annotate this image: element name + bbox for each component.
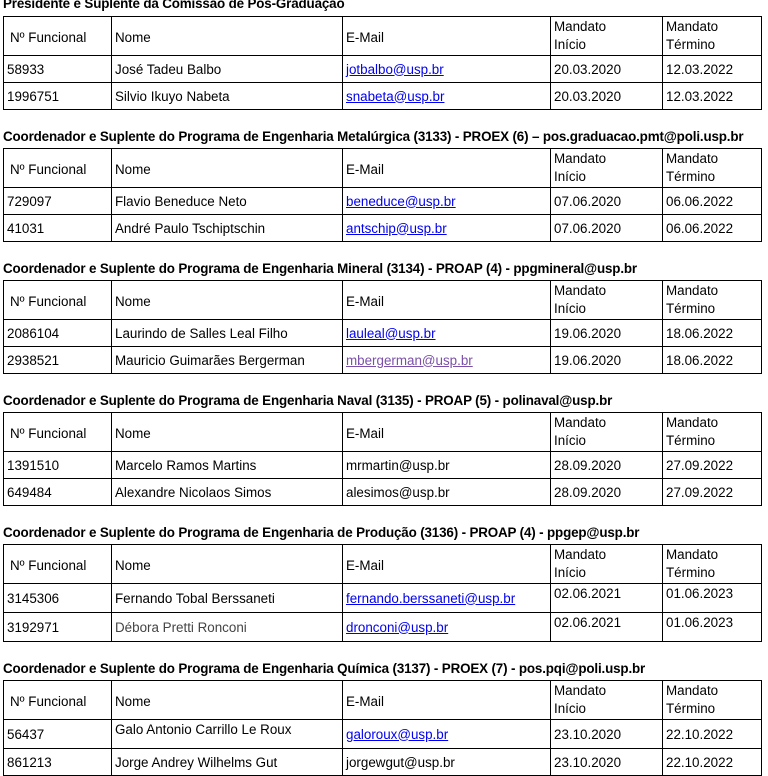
header-start-line2: Início — [554, 565, 587, 580]
cell-start: 23.10.2020 — [551, 720, 663, 749]
header-end-line1: Mandato — [666, 283, 719, 298]
header-end — [663, 17, 762, 56]
cell-start: 02.06.2021 — [551, 584, 663, 613]
header-start — [551, 17, 663, 56]
cell-name: José Tadeu Balbo — [112, 56, 343, 83]
cell-name: Marcelo Ramos Martins — [112, 452, 343, 479]
cell-name: Mauricio Guimarães Bergerman — [112, 347, 343, 374]
header-end-line2: Término — [666, 701, 716, 716]
header-end-line1: Mandato — [666, 19, 719, 34]
table-row — [4, 613, 762, 642]
cell-start: 07.06.2020 — [551, 188, 663, 215]
cell-name: Débora Pretti Ronconi — [112, 613, 343, 642]
cell-end: 27.09.2022 — [663, 479, 762, 506]
table-row — [4, 83, 762, 110]
cell-start: 02.06.2021 — [551, 613, 663, 642]
email-link[interactable]: beneduce@usp.br — [346, 193, 456, 209]
table-row — [4, 479, 762, 506]
header-id: Nº Funcional — [4, 281, 112, 320]
header-end — [663, 281, 762, 320]
header-start-line2: Início — [554, 301, 587, 316]
header-start-line1: Mandato — [554, 283, 607, 298]
cell-id: 3192971 — [4, 613, 112, 642]
cell-email — [343, 320, 551, 347]
header-start-line1: Mandato — [554, 19, 607, 34]
table-row — [4, 56, 762, 83]
cell-email: mrmartin@usp.br — [343, 452, 551, 479]
cell-name: André Paulo Tschiptschin — [112, 215, 343, 242]
cell-email — [343, 215, 551, 242]
header-id: Nº Funcional — [4, 413, 112, 452]
header-id: Nº Funcional — [4, 17, 112, 56]
cell-id: 58933 — [4, 56, 112, 83]
table-header-row — [4, 149, 762, 188]
header-end-line2: Término — [666, 565, 716, 580]
email-link[interactable]: snabeta@usp.br — [346, 88, 445, 104]
section-heading: Coordenador e Suplente do Programa de Engenharia de Produção (3136) - PROAP (4) - ppgep@usp.br — [3, 525, 640, 540]
header-start-line1: Mandato — [554, 151, 607, 166]
cell-name: Flavio Beneduce Neto — [112, 188, 343, 215]
header-start-line1: Mandato — [554, 415, 607, 430]
cell-end: 12.03.2022 — [663, 83, 762, 110]
cell-name: Alexandre Nicolaos Simos — [112, 479, 343, 506]
cell-start: 28.09.2020 — [551, 452, 663, 479]
members-table — [3, 544, 762, 642]
header-start-line2: Início — [554, 169, 587, 184]
members-table — [3, 280, 762, 374]
cell-email: jorgewgut@usp.br — [343, 749, 551, 776]
header-end-line2: Término — [666, 37, 716, 52]
table-row — [4, 584, 762, 613]
header-id: Nº Funcional — [4, 149, 112, 188]
table-row — [4, 215, 762, 242]
header-name: Nome — [112, 545, 343, 584]
header-name: Nome — [112, 149, 343, 188]
cell-start: 23.10.2020 — [551, 749, 663, 776]
cell-email — [343, 56, 551, 83]
header-end-line1: Mandato — [666, 547, 719, 562]
cell-id: 41031 — [4, 215, 112, 242]
cell-start: 07.06.2020 — [551, 215, 663, 242]
table-header-row — [4, 545, 762, 584]
members-table — [3, 16, 762, 110]
cell-name: Jorge Andrey Wilhelms Gut — [112, 749, 343, 776]
cell-email — [343, 347, 551, 374]
header-start-line2: Início — [554, 433, 587, 448]
email-link[interactable]: jotbalbo@usp.br — [346, 61, 444, 77]
cell-end: 01.06.2023 — [663, 584, 762, 613]
section-heading: Coordenador e Suplente do Programa de Engenharia Metalúrgica (3133) - PROEX (6) – pos.graduacao.pmt@poli.usp.br — [3, 129, 744, 144]
cell-end: 22.10.2022 — [663, 720, 762, 749]
cell-id: 1391510 — [4, 452, 112, 479]
header-name: Nome — [112, 17, 343, 56]
cell-email — [343, 83, 551, 110]
email-link[interactable]: lauleal@usp.br — [346, 325, 436, 341]
table-row — [4, 749, 762, 776]
cell-start: 20.03.2020 — [551, 56, 663, 83]
cell-id: 729097 — [4, 188, 112, 215]
header-email: E-Mail — [343, 281, 551, 320]
header-start — [551, 545, 663, 584]
header-email: E-Mail — [343, 17, 551, 56]
table-row — [4, 347, 762, 374]
header-end-line2: Término — [666, 433, 716, 448]
cell-name: Fernando Tobal Berssaneti — [112, 584, 343, 613]
cell-email — [343, 584, 551, 613]
cell-start: 19.06.2020 — [551, 320, 663, 347]
cell-end: 12.03.2022 — [663, 56, 762, 83]
cell-name: Galo Antonio Carrillo Le Roux — [112, 720, 343, 749]
table-header-row — [4, 17, 762, 56]
cell-id: 649484 — [4, 479, 112, 506]
cell-email — [343, 613, 551, 642]
cell-id: 3145306 — [4, 584, 112, 613]
header-start-line1: Mandato — [554, 683, 607, 698]
cell-end: 27.09.2022 — [663, 452, 762, 479]
table-row — [4, 188, 762, 215]
header-start-line1: Mandato — [554, 547, 607, 562]
header-email: E-Mail — [343, 149, 551, 188]
header-end-line1: Mandato — [666, 683, 719, 698]
table-row — [4, 452, 762, 479]
header-email: E-Mail — [343, 545, 551, 584]
header-end — [663, 545, 762, 584]
cell-start: 19.06.2020 — [551, 347, 663, 374]
email-link[interactable]: mbergerman@usp.br — [346, 352, 473, 368]
section-heading: Presidente e Suplente da Comissão de Pós-Graduação — [3, 0, 345, 11]
header-end — [663, 681, 762, 720]
header-id: Nº Funcional — [4, 681, 112, 720]
cell-id: 1996751 — [4, 83, 112, 110]
header-id: Nº Funcional — [4, 545, 112, 584]
cell-name: Silvio Ikuyo Nabeta — [112, 83, 343, 110]
cell-id: 56437 — [4, 720, 112, 749]
table-row — [4, 720, 762, 749]
section-heading: Coordenador e Suplente do Programa de Engenharia Naval (3135) - PROAP (5) - polinaval@usp.br — [3, 393, 613, 408]
table-header-row — [4, 413, 762, 452]
members-table — [3, 148, 762, 242]
table-header-row — [4, 681, 762, 720]
header-end-line1: Mandato — [666, 151, 719, 166]
cell-name: Laurindo de Salles Leal Filho — [112, 320, 343, 347]
table-header-row — [4, 281, 762, 320]
email-link[interactable]: galoroux@usp.br — [346, 726, 449, 742]
table-row — [4, 320, 762, 347]
cell-email — [343, 188, 551, 215]
section-heading: Coordenador e Suplente do Programa de Engenharia Mineral (3134) - PROAP (4) - ppgmineral@usp.br — [3, 261, 637, 276]
cell-end: 22.10.2022 — [663, 749, 762, 776]
cell-start: 28.09.2020 — [551, 479, 663, 506]
header-start — [551, 681, 663, 720]
cell-id: 2086104 — [4, 320, 112, 347]
cell-end: 06.06.2022 — [663, 188, 762, 215]
members-table — [3, 412, 762, 506]
header-start-line2: Início — [554, 37, 587, 52]
cell-email — [343, 720, 551, 749]
email-link[interactable]: fernando.berssaneti@usp.br — [346, 590, 516, 606]
header-start — [551, 149, 663, 188]
header-name: Nome — [112, 681, 343, 720]
header-email: E-Mail — [343, 413, 551, 452]
header-start-line2: Início — [554, 701, 587, 716]
cell-end: 06.06.2022 — [663, 215, 762, 242]
header-start — [551, 281, 663, 320]
cell-end: 18.06.2022 — [663, 347, 762, 374]
header-email: E-Mail — [343, 681, 551, 720]
header-name: Nome — [112, 413, 343, 452]
header-start — [551, 413, 663, 452]
cell-start: 20.03.2020 — [551, 83, 663, 110]
members-table — [3, 680, 762, 776]
email-link[interactable]: antschip@usp.br — [346, 220, 447, 236]
header-name: Nome — [112, 281, 343, 320]
header-end-line2: Término — [666, 169, 716, 184]
cell-end: 01.06.2023 — [663, 613, 762, 642]
header-end — [663, 413, 762, 452]
section-heading: Coordenador e Suplente do Programa de Engenharia Química (3137) - PROEX (7) - pos.pqi@poli.usp.br — [3, 661, 646, 676]
header-end-line2: Término — [666, 301, 716, 316]
email-link[interactable]: dronconi@usp.br — [346, 619, 449, 635]
cell-id: 2938521 — [4, 347, 112, 374]
header-end — [663, 149, 762, 188]
header-end-line1: Mandato — [666, 415, 719, 430]
cell-email: alesimos@usp.br — [343, 479, 551, 506]
cell-id: 861213 — [4, 749, 112, 776]
cell-end: 18.06.2022 — [663, 320, 762, 347]
